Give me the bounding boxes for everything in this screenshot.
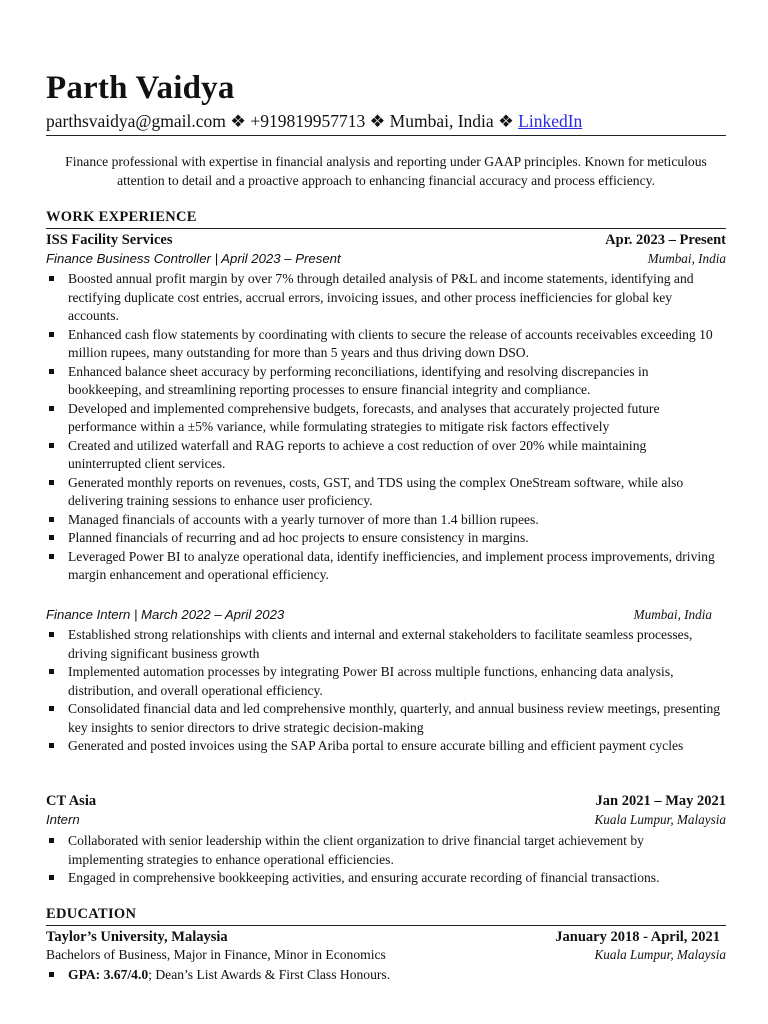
candidate-name: Parth Vaidya	[46, 70, 235, 106]
education-dates: January 2018 - April, 2021	[555, 929, 720, 945]
bullet-list-ct	[46, 832, 722, 888]
bullet-list-intern	[46, 626, 722, 756]
job-header-ct	[46, 793, 726, 810]
bullet-list-education	[46, 966, 722, 985]
role-title: Finance Intern | March 2022 – April 2023	[46, 607, 285, 622]
separator-icon: ❖	[498, 111, 514, 131]
role-title: Finance Business Controller | April 2023 – Present	[46, 251, 341, 266]
list-item: Consolidated financial data and led comprehensive monthly, quarterly, and annual business review meetings, presenting key insights to senior directors to drive strategic decision-making	[46, 700, 722, 737]
contact-line	[46, 109, 582, 133]
separator-icon: ❖	[369, 111, 386, 131]
list-item: Implemented automation processes by integrating Power BI across multiple functions, enhancing data analysis, distribution, and overall operational efficiency.	[46, 663, 722, 700]
section-title-work: WORK EXPERIENCE	[46, 209, 197, 225]
job-dates: Jan 2021 – May 2021	[595, 793, 726, 809]
email-text[interactable]: parthsvaidya@gmail.com	[46, 111, 226, 131]
role-header-controller	[46, 251, 726, 267]
honours-text: ; Dean’s List Awards & First Class Honours.	[148, 967, 391, 982]
list-item: Collaborated with senior leadership within the client organization to drive financial target achievement by implementing strategies to enhance operational efficiencies.	[46, 832, 722, 869]
company-name: CT Asia	[46, 793, 97, 809]
list-item: Planned financials of recurring and ad hoc projects to ensure consistency in margins.	[46, 529, 722, 548]
job-location: Mumbai, India	[633, 607, 712, 622]
professional-summary: Finance professional with expertise in financial analysis and reporting under GAAP principles. Known for meticulous attention to detail and a proactive approach to enhancing financial accuracy and process efficiency.	[65, 154, 707, 188]
location-text: Mumbai, India	[389, 111, 494, 131]
section-divider	[46, 228, 726, 229]
list-item: Enhanced cash flow statements by coordinating with clients to secure the release of accounts receivables exceeding 10 million rupees, many outstanding for more than 5 years and thus driving down DSO.	[46, 326, 722, 363]
degree-text: Bachelors of Business, Major in Finance, Minor in Economics	[46, 947, 386, 962]
list-item: Developed and implemented comprehensive budgets, forecasts, and analyses that accurately projected future performance within a ±5% variance, while formulating strategies to mitigate risk factors effectively	[46, 400, 722, 437]
education-location: Kuala Lumpur, Malaysia	[594, 947, 726, 962]
section-title-education: EDUCATION	[46, 906, 137, 922]
list-item: Engaged in comprehensive bookkeeping activities, and ensuring accurate recording of financial transactions.	[46, 869, 722, 888]
list-item: Leveraged Power BI to analyze operational data, identify inefficiencies, and implement process improvements, driving margin enhancement and operational efficiency.	[46, 548, 722, 585]
degree-row	[46, 947, 726, 963]
section-divider	[46, 925, 726, 926]
list-item	[46, 966, 722, 985]
job-header-iss	[46, 232, 726, 249]
company-name: ISS Facility Services	[46, 232, 173, 248]
school-name: Taylor’s University, Malaysia	[46, 929, 228, 945]
list-item: Established strong relationships with clients and internal and external stakeholders to facilitate seamless processes, driving significant business growth	[46, 626, 722, 663]
phone-text: +919819957713	[250, 111, 366, 131]
job-dates: Apr. 2023 – Present	[605, 232, 726, 248]
list-item: Generated and posted invoices using the SAP Ariba portal to ensure accurate billing and efficient payment cycles	[46, 737, 722, 756]
role-header-intern	[46, 607, 726, 623]
role-title: Intern	[46, 812, 80, 827]
linkedin-link[interactable]: LinkedIn	[518, 111, 583, 131]
role-header-ct	[46, 812, 726, 828]
bullet-list-controller	[46, 270, 722, 585]
list-item: Generated monthly reports on revenues, costs, GST, and TDS using the complex OneStream software, while also delivering training sessions to enhance user proficiency.	[46, 474, 722, 511]
job-location: Mumbai, India	[647, 251, 726, 266]
list-item: Boosted annual profit margin by over 7% through detailed analysis of P&L and income statements, identifying and rectifying duplicate cost entries, accrual errors, invoicing issues, and other process inefficiencies for global key accounts.	[46, 270, 722, 326]
education-header	[46, 929, 726, 946]
gpa-label: GPA: 3.67/4.0	[68, 967, 149, 982]
list-item: Created and utilized waterfall and RAG reports to achieve a cost reduction of over 20% while maintaining uninterrupted client services.	[46, 437, 722, 474]
job-location: Kuala Lumpur, Malaysia	[594, 812, 726, 827]
header-divider	[46, 135, 726, 136]
separator-icon: ❖	[230, 111, 246, 131]
list-item: Managed financials of accounts with a yearly turnover of more than 1.4 billion rupees.	[46, 511, 722, 530]
list-item: Enhanced balance sheet accuracy by performing reconciliations, identifying and resolving discrepancies in bookkeeping, and streamlining reporting processes to ensure financial integrity and compliance.	[46, 363, 722, 400]
